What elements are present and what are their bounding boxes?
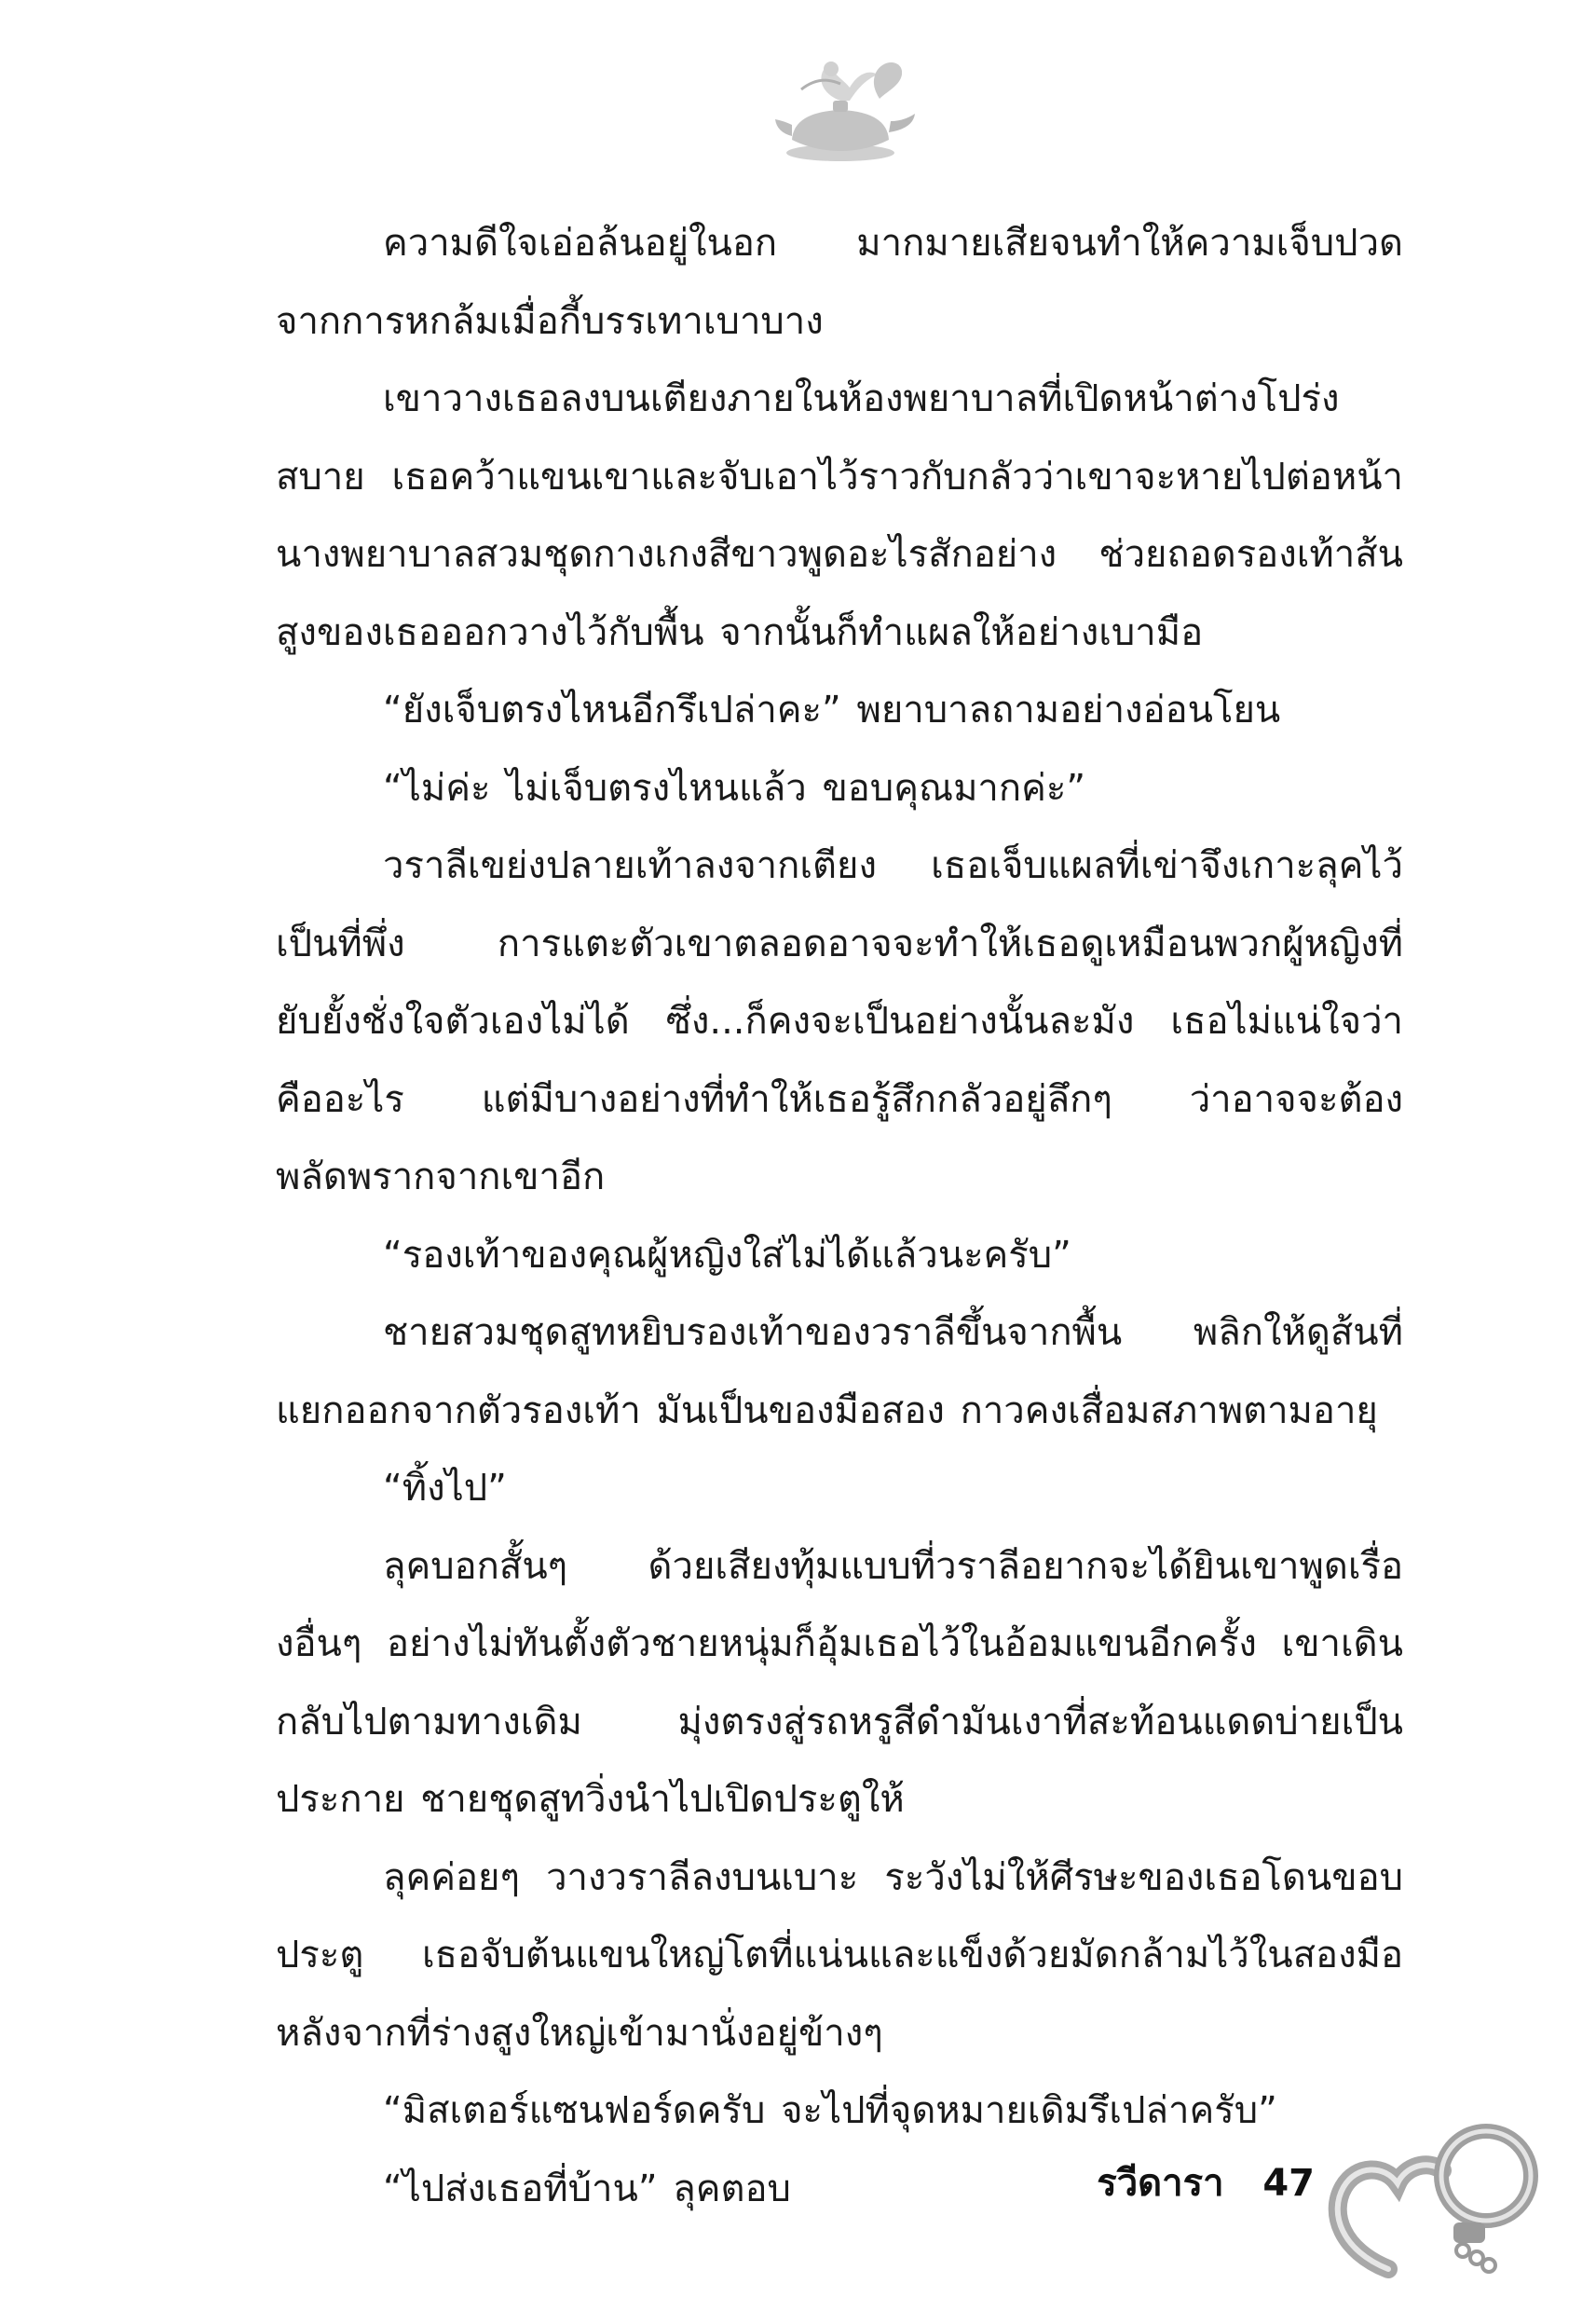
page-footer	[1097, 2153, 1315, 2212]
book-title: รวีดารา	[1097, 2162, 1224, 2205]
dialogue-paragraph: “รองเท้าของคุณผู้หญิงใส่ไม่ได้แล้วนะครับ”	[383, 1233, 1071, 1277]
dialogue-paragraph: “ยังเจ็บตรงไหนอีกรึเปล่าคะ” พยาบาลถามอย่างอ่อนโยน	[383, 689, 1281, 732]
dialogue-paragraph: “มิสเตอร์แซนฟอร์ดครับ จะไปที่จุดหมายเดิมรึเปล่าครับ”	[383, 2089, 1277, 2132]
dialogue-paragraph: “ทิ้งไป”	[383, 1467, 507, 1510]
lamp-ornament-icon	[764, 47, 922, 168]
story-text	[276, 205, 1403, 2228]
paragraph: ลุคบอกสั้นๆ ด้วยเสียงทุ้มแบบที่วราลีอยากจะได้ยินเขาพูดเรื่องอื่นๆ อย่างไม่ทันตั้งตัวชายหนุ่มก็อุ้มเธอไว้ในอ้อมแขนอีกครั้ง เขาเดินกลับไปตามทางเดิม มุ่งตรงสู่รถหรูสีดำมันเงาที่สะท้อนแดดบ่ายเป็นประกาย ชายชุดสูทวิ่งนำไปเปิดประตูให้	[276, 1544, 1403, 1821]
paragraph: เขาวางเธอลงบนเตียงภายในห้องพยาบาลที่เปิดหน้าต่างโปร่งสบาย เธอคว้าแขนเขาและจับเอาไว้ราวกับกลัวว่าเขาจะหายไปต่อหน้า นางพยาบาลสวมชุดกางเกงสีขาวพูดอะไรสักอย่าง ช่วยถอดรองเท้าส้นสูงของเธอออกวางไว้กับพื้น จากนั้นก็ทำแผลให้อย่างเบามือ	[276, 377, 1403, 654]
handcuffs-icon	[1323, 2111, 1556, 2283]
dialogue-paragraph: “ไปส่งเธอที่บ้าน” ลุคตอบ	[383, 2167, 791, 2210]
dialogue-paragraph: “ไม่ค่ะ ไม่เจ็บตรงไหนแล้ว ขอบคุณมากค่ะ”	[383, 766, 1086, 810]
page-number: 47	[1262, 2162, 1315, 2205]
paragraph: วราลีเขย่งปลายเท้าลงจากเตียง เธอเจ็บแผลที่เข่าจึงเกาะลุคไว้เป็นที่พึ่ง การแตะตัวเขาตลอดอาจจะทำให้เธอดูเหมือนพวกผู้หญิงที่ยับยั้งชั่งใจตัวเองไม่ได้ ซึ่ง...ก็คงจะเป็นอย่างนั้นละมัง เธอไม่แน่ใจว่าคืออะไร แต่มีบางอย่างที่ทำให้เธอรู้สึกกลัวอยู่ลึกๆ ว่าอาจจะต้องพลัดพรากจากเขาอีก	[276, 844, 1403, 1198]
paragraph: ชายสวมชุดสูทหยิบรองเท้าของวราลีขึ้นจากพื้น พลิกให้ดูส้นที่แยกออกจากตัวรองเท้า มันเป็นของมือสอง กาวคงเสื่อมสภาพตามอายุ	[276, 1311, 1403, 1432]
paragraph: ลุคค่อยๆ วางวราลีลงบนเบาะ ระวังไม่ให้ศีรษะของเธอโดนขอบประตู เธอจับต้นแขนใหญ่โตที่แน่นและแข็งด้วยมัดกล้ามไว้ในสองมือหลังจากที่ร่างสูงใหญ่เข้ามานั่งอยู่ข้างๆ	[276, 1855, 1403, 2055]
paragraph: ความดีใจเอ่อล้นอยู่ในอก มากมายเสียจนทำให้ความเจ็บปวดจากการหกล้มเมื่อกี้บรรเทาเบาบาง	[276, 222, 1403, 343]
